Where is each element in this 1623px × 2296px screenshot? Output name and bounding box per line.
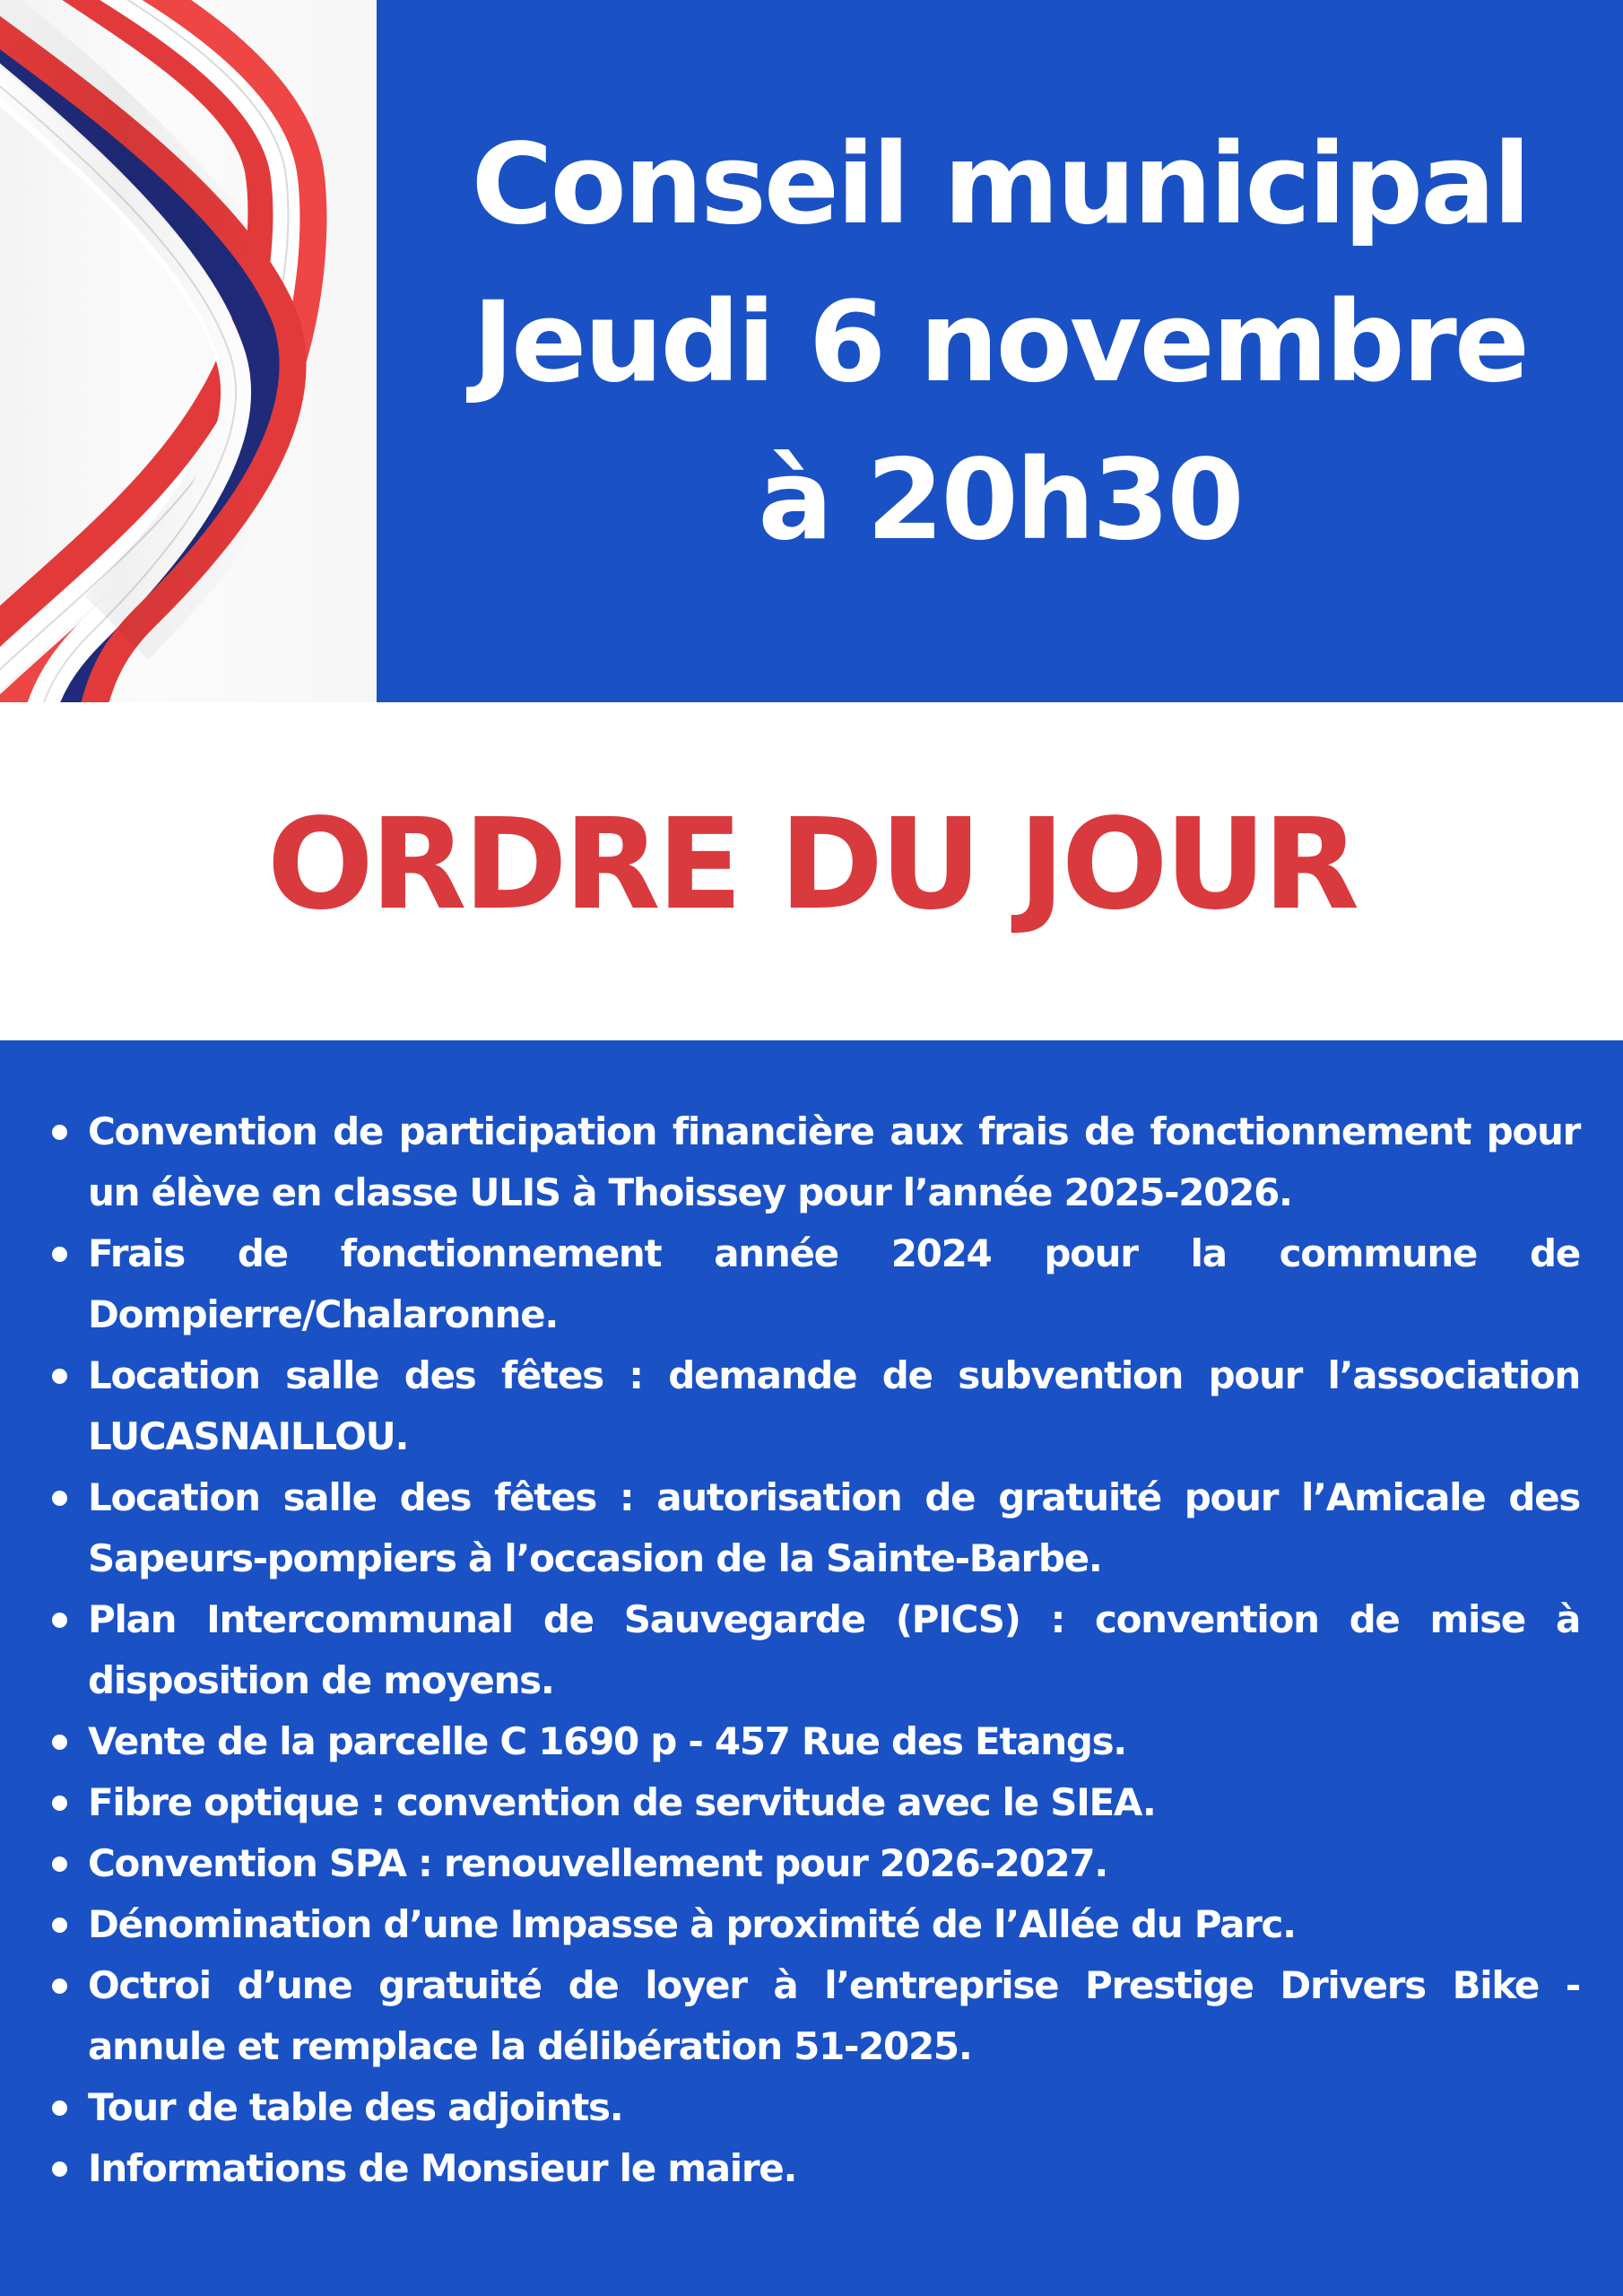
meeting-time-line: à 20h30: [758, 436, 1242, 565]
bullet-icon: [52, 1857, 67, 1872]
agenda-item-text: Frais de fonctionnement année 2024 pour la commune de Dompierre/Chalaronne.: [88, 1231, 1580, 1336]
bullet-icon: [52, 2161, 67, 2177]
header-banner: [377, 0, 1623, 702]
agenda-item: [88, 1345, 1580, 1467]
agenda-item: [88, 2138, 1580, 2199]
agenda-item: [88, 1101, 1580, 1223]
agenda-list: [0, 1101, 1623, 2199]
bullet-icon: [52, 1369, 67, 1384]
bullet-icon: [52, 1491, 67, 1506]
agenda-panel: [0, 1040, 1623, 2296]
meeting-title-line-1: Conseil municipal: [471, 120, 1529, 249]
agenda-item-text: Dénomination d’une Impasse à proximité de l’Allée du Parc.: [88, 1902, 1296, 1946]
bullet-icon: [52, 1796, 67, 1811]
bullet-icon: [52, 1735, 67, 1750]
agenda-item: [88, 1589, 1580, 1711]
agenda-item: [88, 1467, 1580, 1589]
agenda-item: [88, 1894, 1580, 1955]
agenda-item-text: Location salle des fêtes : demande de subvention pour l’association LUCASNAILLOU.: [88, 1353, 1580, 1458]
meeting-date-line: Jeudi 6 novembre: [472, 278, 1527, 407]
agenda-item: [88, 2077, 1580, 2138]
agenda-item-text: Octroi d’une gratuité de loyer à l’entreprise Prestige Drivers Bike - annule et remplace la délibération 51-2025.: [88, 1963, 1580, 2068]
agenda-item: [88, 1772, 1580, 1833]
bullet-icon: [52, 2100, 67, 2116]
tricolor-ribbon-icon: [0, 0, 377, 702]
agenda-item-text: Fibre optique : convention de servitude avec le SIEA.: [88, 1780, 1156, 1824]
agenda-item: [88, 1955, 1580, 2077]
tricolor-ribbon-image: [0, 0, 377, 702]
agenda-item: [88, 1223, 1580, 1345]
agenda-item: [88, 1833, 1580, 1894]
agenda-item-text: Plan Intercommunal de Sauvegarde (PICS) : convention de mise à disposition de moyens.: [88, 1597, 1580, 1702]
agenda-item-text: Convention SPA : renouvellement pour 2026-2027.: [88, 1841, 1107, 1885]
agenda-heading: ORDRE DU JOUR: [266, 792, 1357, 938]
bullet-icon: [52, 1125, 67, 1140]
bullet-icon: [52, 1613, 67, 1628]
agenda-item-text: Tour de table des adjoints.: [88, 2085, 623, 2129]
agenda-item-text: Convention de participation financière aux frais de fonctionnement pour un élève en classe ULIS à Thoissey pour l’année 2025-2026.: [88, 1109, 1580, 1214]
meeting-title: [377, 106, 1623, 579]
agenda-item-text: Location salle des fêtes : autorisation de gratuité pour l’Amicale des Sapeurs-pompiers à l’occasion de la Sainte-Barbe.: [88, 1475, 1580, 1580]
bullet-icon: [52, 1247, 67, 1262]
agenda-item-text: Vente de la parcelle C 1690 p - 457 Rue des Etangs.: [88, 1719, 1126, 1763]
agenda-item: [88, 1711, 1580, 1772]
agenda-item-text: Informations de Monsieur le maire.: [88, 2146, 797, 2190]
bullet-icon: [52, 1918, 67, 1933]
bullet-icon: [52, 1979, 67, 1994]
